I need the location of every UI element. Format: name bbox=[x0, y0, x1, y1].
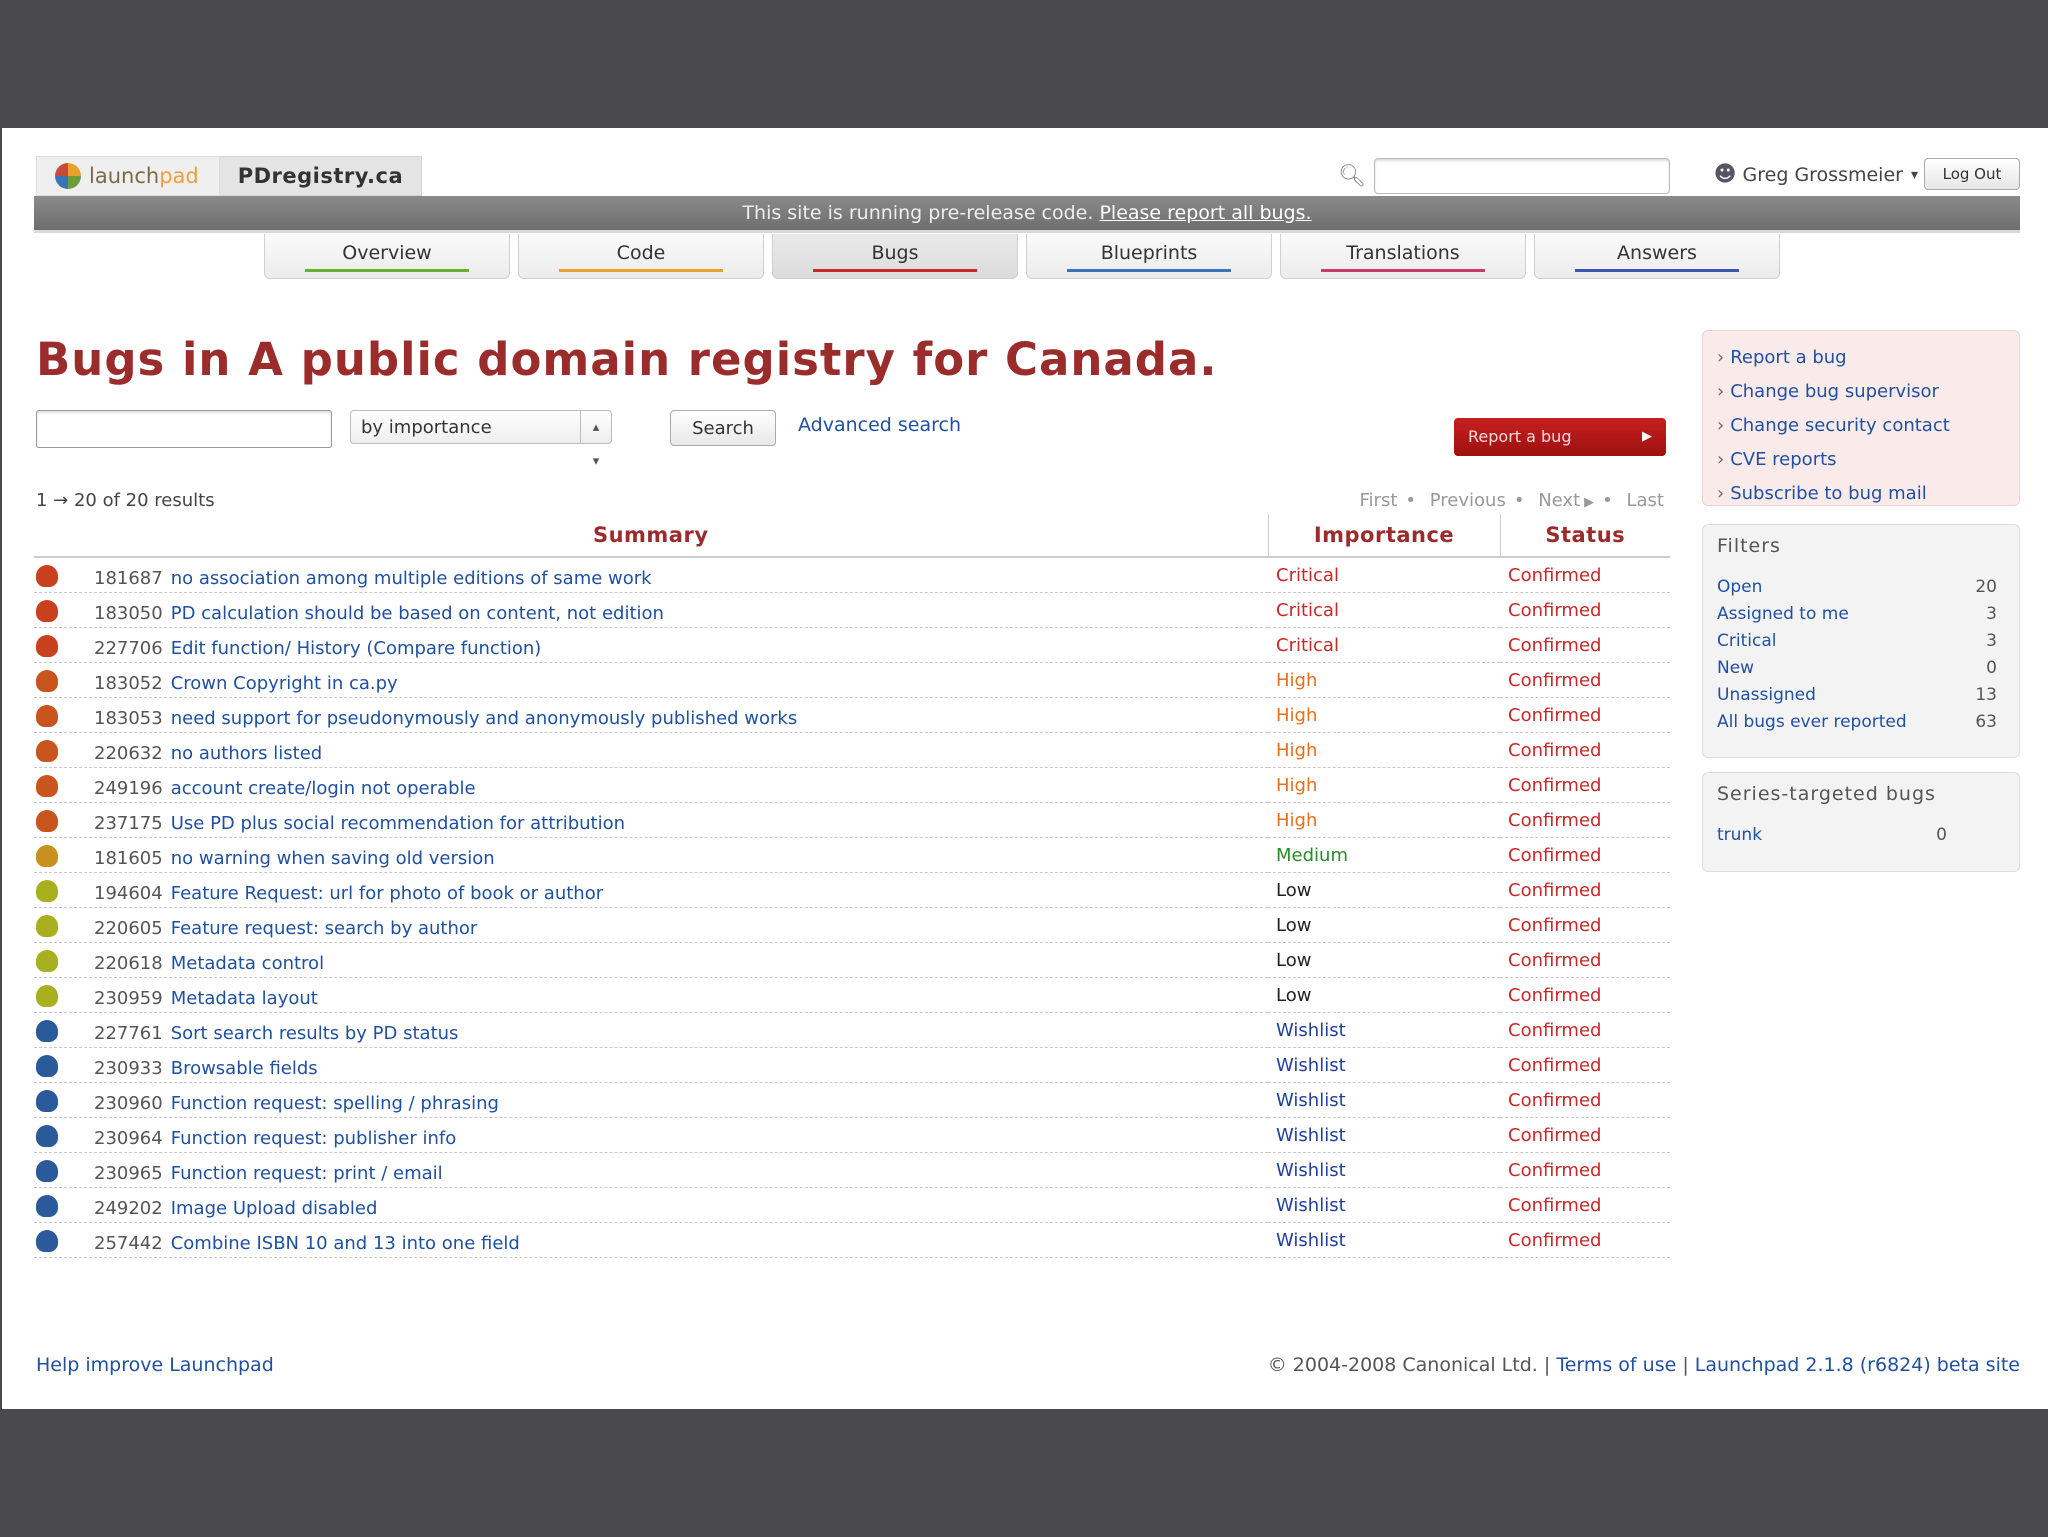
tab-bar bbox=[264, 234, 1780, 279]
search-button[interactable]: Search bbox=[670, 410, 776, 446]
pager-next[interactable]: Next bbox=[1538, 490, 1581, 511]
table-row[interactable] bbox=[34, 1118, 1670, 1153]
status-cell: Confirmed bbox=[1500, 803, 1670, 838]
report-bug-button[interactable] bbox=[1454, 418, 1666, 456]
bug-number: 181605 bbox=[94, 847, 163, 869]
site-search bbox=[1338, 158, 1670, 194]
table-row[interactable] bbox=[34, 803, 1670, 838]
breadcrumb bbox=[36, 156, 422, 196]
tab-underline bbox=[813, 269, 977, 272]
importance-cell: Low bbox=[1268, 908, 1500, 943]
pagination: First • Previous • Next ▶ • Last bbox=[1359, 490, 1664, 511]
summary-cell bbox=[34, 628, 1268, 663]
tab-label: Answers bbox=[1617, 242, 1697, 264]
order-by-value: by importance bbox=[361, 417, 492, 438]
bug-summary-link[interactable]: no authors listed bbox=[170, 742, 323, 764]
action-label: Change bug supervisor bbox=[1730, 381, 1939, 402]
filter-count: 63 bbox=[1975, 712, 1997, 732]
action-label: CVE reports bbox=[1730, 449, 1837, 470]
status-cell: Confirmed bbox=[1500, 1223, 1670, 1258]
status-cell: Confirmed bbox=[1500, 557, 1670, 593]
tab-translations[interactable] bbox=[1280, 234, 1526, 279]
bug-actions-menu bbox=[1702, 330, 2020, 506]
bug-icon bbox=[36, 810, 58, 832]
bug-icon bbox=[36, 705, 58, 727]
filter-label: All bugs ever reported bbox=[1717, 712, 1907, 732]
status-cell: Confirmed bbox=[1500, 733, 1670, 768]
filter-unassigned[interactable] bbox=[1717, 685, 2005, 712]
tab-underline bbox=[1575, 269, 1739, 272]
bug-summary-link[interactable]: Sort search results by PD status bbox=[170, 1022, 459, 1044]
tab-label: Blueprints bbox=[1100, 242, 1198, 264]
logout-button[interactable]: Log Out bbox=[1924, 158, 2020, 190]
bug-icon bbox=[36, 740, 58, 762]
summary-cell bbox=[34, 733, 1268, 768]
bug-number: 230933 bbox=[94, 1057, 163, 1079]
series-trunk[interactable] bbox=[1717, 825, 2005, 852]
chevron-right-icon: › bbox=[1717, 415, 1725, 436]
status-cell: Confirmed bbox=[1500, 1118, 1670, 1153]
bug-number: 227706 bbox=[94, 637, 163, 659]
status-cell: Confirmed bbox=[1500, 698, 1670, 733]
series-count: 0 bbox=[1936, 825, 1947, 845]
tab-underline bbox=[305, 269, 469, 272]
filter-label: Assigned to me bbox=[1717, 604, 1849, 624]
tab-blueprints[interactable] bbox=[1026, 234, 1272, 279]
browser-page bbox=[2, 128, 2048, 1409]
footer-info: © 2004-2008 Canonical Ltd. | Terms of use | Launchpad 2.1.8 (r6824) beta site bbox=[1267, 1354, 2020, 1376]
importance-cell: Critical bbox=[1268, 593, 1500, 628]
table-row[interactable] bbox=[34, 1013, 1670, 1048]
table-row[interactable] bbox=[34, 628, 1670, 663]
prerelease-notice bbox=[34, 196, 2020, 233]
chevron-down-icon: ▾ bbox=[1910, 166, 1918, 183]
filter-critical[interactable] bbox=[1717, 631, 2005, 658]
action-change-supervisor[interactable] bbox=[1717, 375, 2005, 409]
importance-cell: Low bbox=[1268, 873, 1500, 908]
col-summary[interactable]: Summary bbox=[34, 514, 1268, 557]
table-header bbox=[34, 514, 1670, 557]
bug-summary-link[interactable]: Crown Copyright in ca.py bbox=[170, 672, 398, 694]
bug-icon bbox=[36, 1090, 58, 1112]
bug-number: 183050 bbox=[94, 602, 163, 624]
bug-number: 249196 bbox=[94, 777, 163, 799]
series-portlet bbox=[1702, 772, 2020, 872]
summary-cell bbox=[34, 1083, 1268, 1118]
importance-cell: Medium bbox=[1268, 838, 1500, 873]
select-arrows-icon: ▴ ▾ bbox=[580, 411, 611, 443]
status-cell: Confirmed bbox=[1500, 593, 1670, 628]
page-title: Bugs in A public domain registry for Canada. bbox=[36, 333, 1218, 386]
table-row[interactable] bbox=[34, 1153, 1670, 1188]
filter-assigned-to-me[interactable] bbox=[1717, 604, 2005, 631]
bug-icon bbox=[36, 1160, 58, 1182]
summary-cell bbox=[34, 1013, 1268, 1048]
bug-icon bbox=[36, 670, 58, 692]
bug-summary-link[interactable]: Function request: print / email bbox=[170, 1162, 443, 1184]
importance-cell: High bbox=[1268, 698, 1500, 733]
bug-icon bbox=[36, 600, 58, 622]
bug-summary-link[interactable]: PD calculation should be based on content, not edition bbox=[170, 602, 664, 624]
summary-cell bbox=[34, 803, 1268, 838]
terms-link[interactable]: Terms of use bbox=[1556, 1354, 1677, 1376]
report-bugs-link[interactable]: Please report all bugs. bbox=[1099, 202, 1312, 224]
bug-summary-link[interactable]: Function request: publisher info bbox=[170, 1127, 457, 1149]
summary-cell bbox=[34, 943, 1268, 978]
bug-icon bbox=[36, 1195, 58, 1217]
filter-count: 0 bbox=[1986, 658, 1997, 678]
importance-cell: High bbox=[1268, 803, 1500, 838]
table-row[interactable] bbox=[34, 908, 1670, 943]
bug-number: 194604 bbox=[94, 882, 163, 904]
action-cve-reports[interactable] bbox=[1717, 443, 2005, 477]
bug-number: 237175 bbox=[94, 812, 163, 834]
filter-count: 13 bbox=[1975, 685, 1997, 705]
importance-cell: High bbox=[1268, 768, 1500, 803]
bug-number: 257442 bbox=[94, 1232, 163, 1254]
bug-summary-link[interactable]: Function request: spelling / phrasing bbox=[170, 1092, 499, 1114]
bug-icon bbox=[36, 1020, 58, 1042]
importance-cell: Low bbox=[1268, 978, 1500, 1013]
filter-label: Critical bbox=[1717, 631, 1777, 651]
user-icon: ☻ bbox=[1713, 162, 1737, 187]
project-name[interactable]: PDregistry.ca bbox=[220, 156, 422, 196]
tab-underline bbox=[1321, 269, 1485, 272]
summary-cell bbox=[34, 593, 1268, 628]
table-row[interactable] bbox=[34, 943, 1670, 978]
results-count: 1 → 20 of 20 results bbox=[36, 490, 215, 511]
importance-cell: Wishlist bbox=[1268, 1118, 1500, 1153]
bug-number: 183053 bbox=[94, 707, 163, 729]
table-row[interactable] bbox=[34, 593, 1670, 628]
status-cell: Confirmed bbox=[1500, 768, 1670, 803]
tab-underline bbox=[1067, 269, 1231, 272]
filter-count: 3 bbox=[1986, 631, 1997, 651]
summary-cell bbox=[34, 978, 1268, 1013]
order-by-select[interactable] bbox=[350, 410, 612, 469]
notice-text: This site is running pre-release code. bbox=[742, 202, 1094, 224]
filters-title: Filters bbox=[1717, 535, 1781, 557]
table-row[interactable] bbox=[34, 768, 1670, 803]
status-cell: Confirmed bbox=[1500, 908, 1670, 943]
bug-summary-link[interactable]: Feature Request: url for photo of book or author bbox=[170, 882, 604, 904]
status-cell: Confirmed bbox=[1500, 628, 1670, 663]
bug-icon bbox=[36, 880, 58, 902]
bug-search-bar bbox=[36, 410, 1666, 469]
status-cell: Confirmed bbox=[1500, 943, 1670, 978]
bug-icon bbox=[36, 845, 58, 867]
bug-icon bbox=[36, 1230, 58, 1252]
bug-summary-link[interactable]: Image Upload disabled bbox=[170, 1197, 378, 1219]
status-cell: Confirmed bbox=[1500, 1048, 1670, 1083]
tab-underline bbox=[559, 269, 723, 272]
filter-count: 20 bbox=[1975, 577, 1997, 597]
summary-cell bbox=[34, 1223, 1268, 1258]
summary-cell bbox=[34, 1048, 1268, 1083]
bug-number: 220632 bbox=[94, 742, 163, 764]
summary-cell bbox=[34, 838, 1268, 873]
version-link[interactable]: Launchpad 2.1.8 (r6824) beta site bbox=[1694, 1354, 2020, 1376]
bug-rows bbox=[34, 557, 1670, 1258]
status-cell: Confirmed bbox=[1500, 873, 1670, 908]
filter-open[interactable] bbox=[1717, 577, 2005, 604]
status-cell: Confirmed bbox=[1500, 838, 1670, 873]
user-menu[interactable] bbox=[1714, 162, 1918, 187]
bug-icon bbox=[36, 915, 58, 937]
filter-label: Unassigned bbox=[1717, 685, 1816, 705]
series-title: Series-targeted bugs bbox=[1717, 783, 1936, 805]
col-status[interactable]: Status bbox=[1500, 514, 1670, 557]
launchpad-word-launch: launch bbox=[89, 164, 160, 188]
bug-summary-link[interactable]: need support for pseudonymously and anonymously published works bbox=[170, 707, 798, 729]
tab-bugs[interactable] bbox=[772, 234, 1018, 279]
summary-cell bbox=[34, 908, 1268, 943]
bug-icon bbox=[36, 775, 58, 797]
bug-icon bbox=[36, 635, 58, 657]
launchpad-word-pad: pad bbox=[159, 164, 199, 188]
bug-number: 230960 bbox=[94, 1092, 163, 1114]
user-name: Greg Grossmeier bbox=[1742, 163, 1903, 186]
summary-cell bbox=[34, 1188, 1268, 1223]
summary-cell bbox=[34, 1153, 1268, 1188]
importance-cell: Critical bbox=[1268, 557, 1500, 593]
table-row[interactable] bbox=[34, 838, 1670, 873]
bug-icon bbox=[36, 565, 58, 587]
bug-number: 230959 bbox=[94, 987, 163, 1009]
help-improve-link[interactable]: Help improve Launchpad bbox=[36, 1354, 274, 1376]
summary-cell bbox=[34, 698, 1268, 733]
pager-last[interactable]: Last bbox=[1626, 490, 1664, 511]
status-cell: Confirmed bbox=[1500, 1013, 1670, 1048]
importance-cell: Wishlist bbox=[1268, 1223, 1500, 1258]
bug-summary-link[interactable]: Feature request: search by author bbox=[170, 917, 478, 939]
bug-icon bbox=[36, 985, 58, 1007]
bug-summary-link[interactable]: Combine ISBN 10 and 13 into one field bbox=[170, 1232, 520, 1254]
tab-code[interactable] bbox=[518, 234, 764, 279]
importance-cell: Wishlist bbox=[1268, 1188, 1500, 1223]
tab-label: Translations bbox=[1346, 242, 1460, 264]
launchpad-home-link[interactable] bbox=[36, 156, 220, 196]
status-cell: Confirmed bbox=[1500, 1153, 1670, 1188]
importance-cell: Wishlist bbox=[1268, 1153, 1500, 1188]
summary-cell bbox=[34, 663, 1268, 698]
bug-icon bbox=[36, 1055, 58, 1077]
tab-label: Code bbox=[616, 242, 666, 264]
col-importance[interactable]: Importance bbox=[1268, 514, 1500, 557]
table-row[interactable] bbox=[34, 1188, 1670, 1223]
tab-label: Overview bbox=[342, 242, 432, 264]
importance-cell: Low bbox=[1268, 943, 1500, 978]
search-icon: 🔍︎ bbox=[1338, 163, 1366, 189]
bug-number: 227761 bbox=[94, 1022, 163, 1044]
action-change-security-contact[interactable] bbox=[1717, 409, 2005, 443]
table-row[interactable] bbox=[34, 1223, 1670, 1258]
bug-search-input[interactable] bbox=[36, 410, 332, 448]
bug-summary-link[interactable]: Metadata control bbox=[170, 952, 325, 974]
importance-cell: High bbox=[1268, 663, 1500, 698]
bug-number: 220618 bbox=[94, 952, 163, 974]
pager-previous[interactable]: Previous bbox=[1429, 490, 1506, 511]
table-row[interactable] bbox=[34, 1048, 1670, 1083]
advanced-search-link[interactable]: Advanced search bbox=[798, 414, 962, 436]
table-row[interactable] bbox=[34, 978, 1670, 1013]
chevron-right-icon: › bbox=[1717, 347, 1725, 368]
top-bar bbox=[36, 156, 2020, 198]
filter-new[interactable] bbox=[1717, 658, 2005, 685]
bug-summary-link[interactable]: Edit function/ History (Compare function) bbox=[170, 637, 542, 659]
bug-summary-link[interactable]: Metadata layout bbox=[170, 987, 318, 1009]
summary-cell bbox=[34, 557, 1268, 593]
next-arrow-icon: ▶ bbox=[1584, 495, 1595, 510]
series-label: trunk bbox=[1717, 825, 1763, 845]
bug-number: 230965 bbox=[94, 1162, 163, 1184]
copyright: © 2004-2008 Canonical Ltd. bbox=[1267, 1354, 1538, 1376]
status-cell: Confirmed bbox=[1500, 663, 1670, 698]
bug-number: 249202 bbox=[94, 1197, 163, 1219]
bug-summary-link[interactable]: Use PD plus social recommendation for attribution bbox=[170, 812, 626, 834]
report-bug-label: Report a bug bbox=[1468, 427, 1572, 446]
bug-summary-link[interactable]: Browsable fields bbox=[170, 1057, 318, 1079]
importance-cell: Wishlist bbox=[1268, 1048, 1500, 1083]
filters-portlet bbox=[1702, 524, 2020, 758]
bug-summary-link[interactable]: no warning when saving old version bbox=[170, 847, 495, 869]
action-label: Subscribe to bug mail bbox=[1730, 483, 1927, 504]
bug-icon bbox=[36, 950, 58, 972]
site-search-input[interactable] bbox=[1374, 158, 1670, 194]
summary-cell bbox=[34, 1118, 1268, 1153]
action-label: Report a bug bbox=[1730, 347, 1847, 368]
action-label: Change security contact bbox=[1730, 415, 1950, 436]
chevron-right-icon: › bbox=[1717, 381, 1725, 402]
filter-label: New bbox=[1717, 658, 1755, 678]
summary-cell bbox=[34, 768, 1268, 803]
chevron-right-icon: › bbox=[1717, 483, 1725, 504]
summary-cell bbox=[34, 873, 1268, 908]
bug-number: 230964 bbox=[94, 1127, 163, 1149]
status-cell: Confirmed bbox=[1500, 1083, 1670, 1118]
status-cell: Confirmed bbox=[1500, 978, 1670, 1013]
tab-answers[interactable] bbox=[1534, 234, 1780, 279]
table-row[interactable] bbox=[34, 557, 1670, 593]
table-row[interactable] bbox=[34, 733, 1670, 768]
bug-summary-link[interactable]: no association among multiple editions of same work bbox=[170, 567, 652, 589]
status-cell: Confirmed bbox=[1500, 1188, 1670, 1223]
bug-number: 183052 bbox=[94, 672, 163, 694]
filter-all-bugs[interactable] bbox=[1717, 712, 2005, 739]
pager-first[interactable]: First bbox=[1359, 490, 1398, 511]
play-arrow-icon: ▶ bbox=[1642, 429, 1652, 444]
filter-count: 3 bbox=[1986, 604, 1997, 624]
bug-number: 181687 bbox=[94, 567, 163, 589]
bug-table bbox=[34, 514, 1670, 1258]
tab-overview[interactable] bbox=[264, 234, 510, 279]
importance-cell: Wishlist bbox=[1268, 1083, 1500, 1118]
table-row[interactable] bbox=[34, 663, 1670, 698]
importance-cell: Critical bbox=[1268, 628, 1500, 663]
table-row[interactable] bbox=[34, 873, 1670, 908]
bug-summary-link[interactable]: account create/login not operable bbox=[170, 777, 476, 799]
bug-icon bbox=[36, 1125, 58, 1147]
importance-cell: Wishlist bbox=[1268, 1013, 1500, 1048]
action-report-bug[interactable] bbox=[1717, 341, 2005, 375]
action-subscribe[interactable] bbox=[1717, 477, 2005, 511]
importance-cell: High bbox=[1268, 733, 1500, 768]
launchpad-logo-icon bbox=[55, 163, 81, 189]
table-row[interactable] bbox=[34, 1083, 1670, 1118]
tab-label: Bugs bbox=[871, 242, 919, 264]
chevron-right-icon: › bbox=[1717, 449, 1725, 470]
table-row[interactable] bbox=[34, 698, 1670, 733]
filter-label: Open bbox=[1717, 577, 1763, 597]
bug-number: 220605 bbox=[94, 917, 163, 939]
